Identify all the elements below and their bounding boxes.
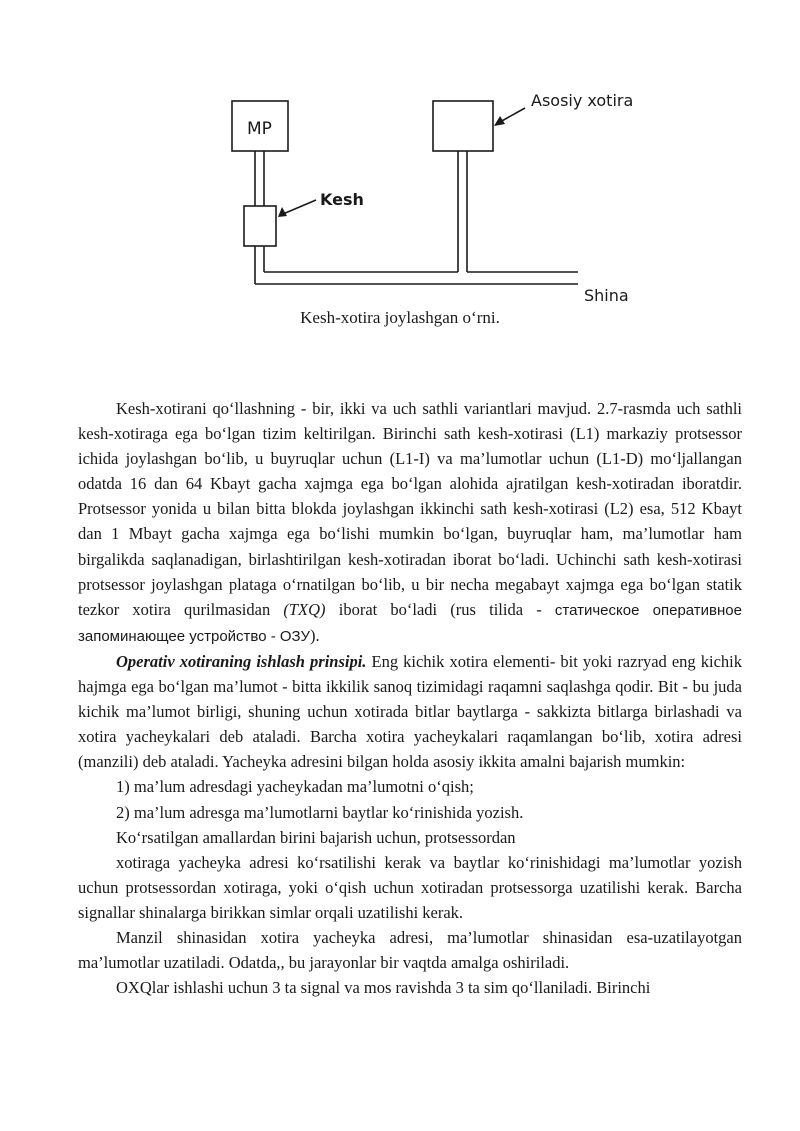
paragraph-text: ).	[309, 625, 320, 645]
cache-location-diagram	[0, 0, 800, 340]
paragraph-text: Kesh-xotirani qo‘llashning - bir, ikki va uch sathli variantlari mavjud. 2.7-rasmda uch sathli kesh-xotiraga ega bo‘lgan tizim keltirilgan. Birinchi sath kesh-xotirasi (L1) markaziy protsessor ichida joylashgan bo‘lib, u buyruqlar uchun (L1-I) va ma’lumotlar uchun (L1-D) mo‘ljallangan odatda 16 dan 64 Kbayt gacha xajmga ega bo‘lgan alohida ajratilgan kesh-xotiradan iboratdir. Protsessor yonida u bilan bitta blokda joylashgan ikkinchi sath kesh-xotirasi (L2) esa, 512 Kbayt dan 1 Mbayt gacha xajmga ega bo‘lishi mumkin bo‘lgan, buyruqlar ham, ma’lumotlar ham birgalikda saqlanadigan, birlashtirilgan kesh-xotiradan iborat bo‘ladi. Uchinchi sath kesh-xotirasi protsessor joylashgan plataga o‘rnatilgan bo‘lib, u bir necha megabayt xajmga ega bo‘lgan statik tezkor xotira qurilmasidan	[78, 399, 742, 619]
paragraph: OXQlar ishlashi uchun 3 ta signal va mos ravishda 3 ta sim qo‘llaniladi. Birinchi	[116, 978, 651, 998]
bus-label: Shina	[584, 286, 629, 305]
paragraph-text: Eng kichik xotira elementi- bit yoki razryad eng kichik hajmga ega bo‘lgan ma’lumot - bitta ikkilik sanoq tizimidagi raqamni saqlashga qodir. Bit - bu juda kichik ma’lumot birligi, shuning uchun xotirada bitlar baytlarga - sakkizta bitlarga birlashadi va xotira yacheykalari deb ataladi. Barcha xotira yacheykalari raqamlangan bo‘lib, xotira adresi (manzili) deb ataladi. Yacheyka adresini bilgan holda asosiy ikkita amalni bajarish mumkin:	[78, 651, 742, 772]
paragraph	[78, 649, 742, 774]
russian-term: статическое оперативное запоминающее устройство - ОЗУ	[78, 601, 742, 645]
figure-caption: Kesh-xotira joylashgan o‘rni.	[300, 308, 500, 327]
list-item: 2) ma’lum adresga ma’lumotlarni baytlar ko‘rinishida yozish.	[116, 802, 524, 822]
paragraph-text: iborat bo‘ladi (rus tilida -	[338, 599, 542, 619]
body-text	[78, 396, 742, 1000]
section-heading: Operativ xotiraning ishlash prinsipi.	[116, 651, 367, 671]
main-memory-box	[433, 101, 493, 151]
arrow-head-icon	[278, 207, 287, 217]
paragraph: xotiraga yacheyka adresi ko‘rsatilishi kerak va baytlar ko‘rinishidagi ma’lumotlar yozish uchun protsessordan xotiraga, yoki o‘qish uchun xotiradan protsessorga uzatilishi kerak. Barcha signallar shinalarga birikkan simlar orqali uzatilishi kerak.	[78, 852, 742, 922]
list-item: 1) ma’lum adresdagi yacheykadan ma’lumotni o‘qish;	[116, 777, 474, 797]
main-memory-label: Asosiy xotira	[531, 91, 634, 110]
cache-box	[244, 206, 276, 246]
paragraph: Ko‘rsatilgan amallardan birini bajarish uchun, protsessordan	[116, 827, 516, 847]
paragraph	[78, 396, 742, 649]
diagram-svg	[0, 0, 800, 340]
paragraph: Manzil shinasidan xotira yacheyka adresi, ma’lumotlar shinasidan esa-uzatilayotgan ma’lumotlar uzatiladi. Odatda,, bu jarayonlar bir vaqtda amalga oshiriladi.	[78, 927, 742, 973]
mp-label: MP	[247, 119, 272, 139]
cache-label: Kesh	[320, 190, 364, 209]
abbreviation: (TXQ)	[283, 599, 326, 619]
